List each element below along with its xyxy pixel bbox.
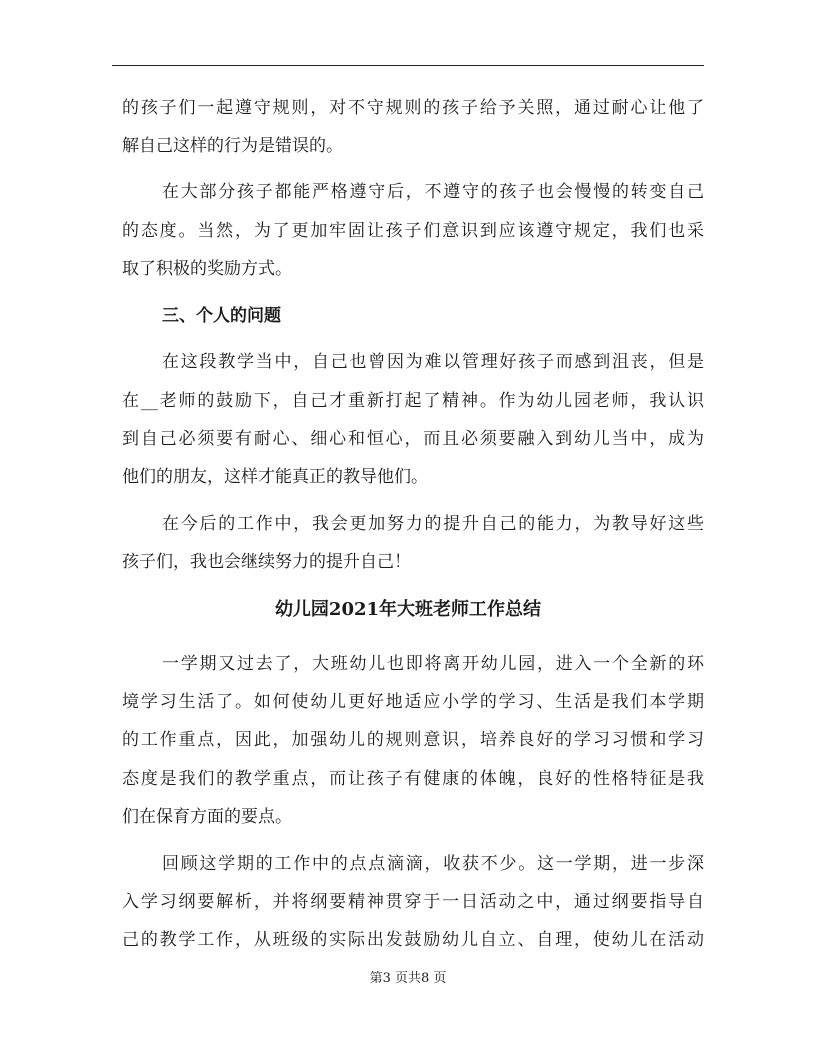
text-line: 入学习纲要解析，并将纲要精神贯穿于一日活动之中，通过纲要指导自 [122, 892, 704, 912]
text-line: 在今后的工作中，我会更加努力的提升自己的能力，为教导好这些 [162, 514, 704, 534]
text-line: 在__老师的鼓励下，自己才重新打起了精神。作为幼儿园老师，我认识 [122, 391, 704, 411]
section-heading: 三、个人的问题 [162, 306, 281, 326]
text-line: 己的教学工作，从班级的实际出发鼓励幼儿自立、自理，使幼儿在活动 [122, 930, 704, 950]
text-line: 解自己这样的行为是错误的。 [122, 136, 343, 156]
text-line: 的孩子们一起遵守规则，对不守规则的孩子给予关照，通过耐心让他了 [122, 98, 704, 118]
text-line: 在大部分孩子都能严格遵守后，不遵守的孩子也会慢慢的转变自己 [162, 182, 704, 202]
text-line: 他们的朋友，这样才能真正的教导他们。 [122, 467, 428, 487]
header-rule [112, 65, 704, 66]
text-line: 态度是我们的教学重点，而让孩子有健康的体魄，良好的性格特征是我 [122, 769, 704, 789]
text-line: 境学习生活了。如何使幼儿更好地适应小学的学习、生活是我们本学期 [122, 692, 704, 712]
text-line: 孩子们，我也会继续努力的提升自己！ [122, 552, 411, 572]
text-line: 回顾这学期的工作中的点点滴滴，收获不少。这一学期，进一步深 [162, 854, 704, 874]
text-line: 取了积极的奖励方式。 [122, 259, 292, 279]
text-line: 们在保育方面的要点。 [122, 807, 292, 827]
text-line: 在这段教学当中，自己也曾因为难以管理好孩子而感到沮丧，但是 [162, 352, 704, 372]
text-line: 一学期又过去了，大班幼儿也即将离开幼儿园，进入一个全新的环 [162, 654, 704, 674]
text-line: 的工作重点，因此，加强幼儿的规则意识，培养良好的学习习惯和学习 [122, 730, 704, 750]
page-number: 第3 页共8 页 [369, 971, 447, 986]
document-title: 幼儿园2021年大班老师工作总结 [274, 599, 542, 620]
text-line: 到自己必须要有耐心、细心和恒心，而且必须要融入到幼儿当中，成为 [122, 429, 704, 449]
text-line: 的态度。当然，为了更加牢固让孩子们意识到应该遵守规定，我们也采 [122, 221, 704, 241]
